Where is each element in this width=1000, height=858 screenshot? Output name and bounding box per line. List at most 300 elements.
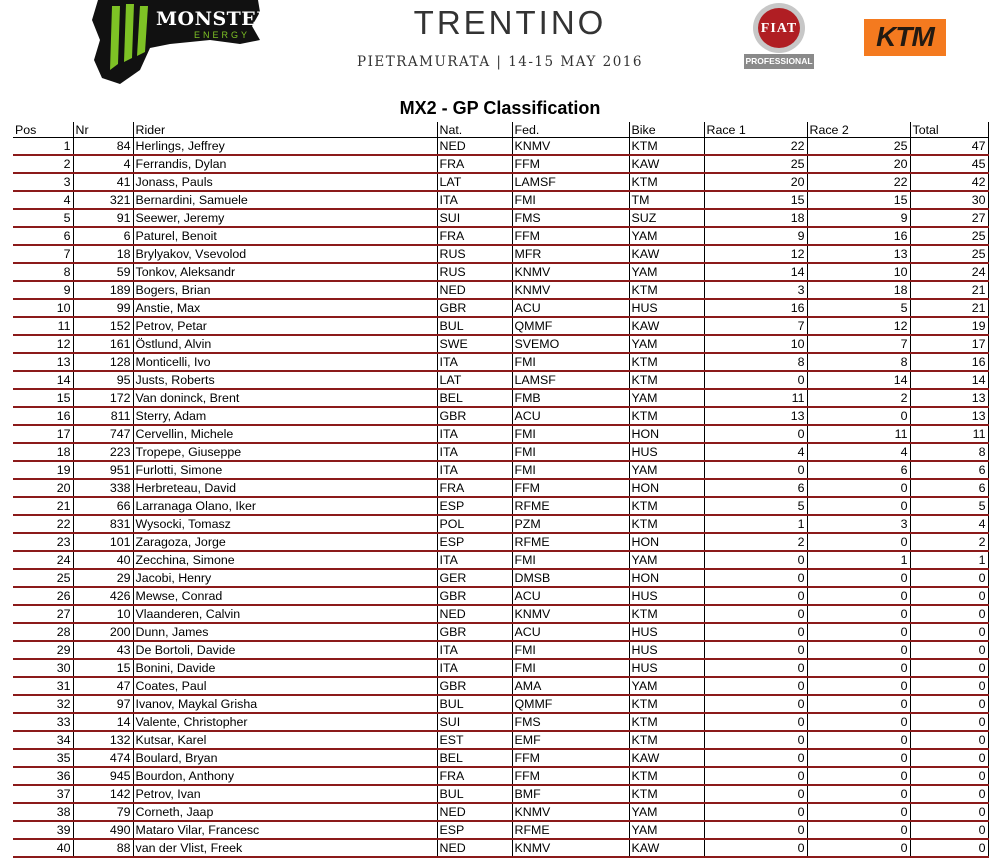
cell-nr: 321: [73, 191, 133, 209]
table-row: [13, 677, 988, 695]
cell-fed: PZM: [512, 515, 629, 533]
cell-rider: Vlaanderen, Calvin: [133, 605, 437, 623]
cell-nr: 128: [73, 353, 133, 371]
cell-race2: 0: [807, 641, 910, 659]
cell-rider: Wysocki, Tomasz: [133, 515, 437, 533]
event-subtitle: PIETRAMURATA | 14-15 MAY 2016: [356, 54, 643, 70]
cell-bike: KAW: [629, 749, 704, 767]
cell-nat: ITA: [437, 461, 512, 479]
cell-nat: LAT: [437, 173, 512, 191]
cell-race1: 0: [704, 641, 807, 659]
cell-race2: 13: [807, 245, 910, 263]
cell-nr: 161: [73, 335, 133, 353]
cell-pos: 7: [13, 245, 73, 263]
cell-race2: 0: [807, 821, 910, 839]
cell-nat: ESP: [437, 497, 512, 515]
cell-fed: ACU: [512, 407, 629, 425]
cell-race1: 2: [704, 533, 807, 551]
cell-race2: 5: [807, 299, 910, 317]
cell-fed: FMI: [512, 425, 629, 443]
cell-race1: 0: [704, 677, 807, 695]
cell-race2: 3: [807, 515, 910, 533]
cell-race1: 0: [704, 371, 807, 389]
cell-pos: 29: [13, 641, 73, 659]
cell-pos: 31: [13, 677, 73, 695]
cell-pos: 35: [13, 749, 73, 767]
cell-bike: KTM: [629, 731, 704, 749]
cell-nr: 84: [73, 138, 133, 156]
cell-nr: 142: [73, 785, 133, 803]
energy-wordmark: ENERGY: [194, 30, 251, 40]
cell-race1: 0: [704, 785, 807, 803]
table-header-row: [13, 122, 988, 138]
cell-pos: 30: [13, 659, 73, 677]
column-header-nat: Nat.: [437, 122, 512, 138]
cell-race2: 25: [807, 138, 910, 156]
cell-rider: Tonkov, Aleksandr: [133, 263, 437, 281]
cell-total: 6: [910, 479, 988, 497]
cell-nat: SUI: [437, 713, 512, 731]
cell-race1: 0: [704, 803, 807, 821]
cell-race1: 14: [704, 263, 807, 281]
table-row: [13, 317, 988, 335]
cell-pos: 17: [13, 425, 73, 443]
cell-race2: 12: [807, 317, 910, 335]
cell-bike: HON: [629, 569, 704, 587]
cell-race1: 25: [704, 155, 807, 173]
cell-race1: 0: [704, 461, 807, 479]
cell-total: 4: [910, 515, 988, 533]
cell-race1: 0: [704, 587, 807, 605]
cell-pos: 38: [13, 803, 73, 821]
cell-fed: LAMSF: [512, 173, 629, 191]
cell-pos: 32: [13, 695, 73, 713]
cell-total: 0: [910, 641, 988, 659]
cell-rider: Furlotti, Simone: [133, 461, 437, 479]
cell-total: 45: [910, 155, 988, 173]
table-row: [13, 371, 988, 389]
cell-rider: Ferrandis, Dylan: [133, 155, 437, 173]
cell-rider: Sterry, Adam: [133, 407, 437, 425]
cell-race2: 0: [807, 587, 910, 605]
cell-nat: ITA: [437, 353, 512, 371]
cell-rider: Bernardini, Samuele: [133, 191, 437, 209]
cell-nat: NED: [437, 605, 512, 623]
table-row: [13, 767, 988, 785]
cell-rider: Larranaga Olano, Iker: [133, 497, 437, 515]
table-row: [13, 821, 988, 839]
table-row: [13, 785, 988, 803]
page-title: MX2 - GP Classification: [399, 98, 601, 118]
cell-fed: ACU: [512, 587, 629, 605]
cell-bike: YAM: [629, 803, 704, 821]
cell-fed: FFM: [512, 155, 629, 173]
cell-nr: 747: [73, 425, 133, 443]
cell-fed: FFM: [512, 767, 629, 785]
cell-race1: 11: [704, 389, 807, 407]
cell-total: 0: [910, 605, 988, 623]
cell-nat: BEL: [437, 749, 512, 767]
cell-race1: 0: [704, 695, 807, 713]
cell-race2: 9: [807, 209, 910, 227]
cell-race1: 0: [704, 605, 807, 623]
cell-nat: EST: [437, 731, 512, 749]
cell-nat: SWE: [437, 335, 512, 353]
cell-rider: Bogers, Brian: [133, 281, 437, 299]
cell-race1: 0: [704, 569, 807, 587]
cell-nat: NED: [437, 839, 512, 857]
cell-pos: 22: [13, 515, 73, 533]
cell-total: 13: [910, 407, 988, 425]
cell-race1: 16: [704, 299, 807, 317]
cell-fed: KNMV: [512, 803, 629, 821]
cell-fed: KNMV: [512, 839, 629, 857]
cell-pos: 36: [13, 767, 73, 785]
cell-pos: 14: [13, 371, 73, 389]
table-row: [13, 191, 988, 209]
cell-rider: Van doninck, Brent: [133, 389, 437, 407]
cell-race2: 0: [807, 659, 910, 677]
cell-total: 0: [910, 677, 988, 695]
cell-race2: 0: [807, 479, 910, 497]
table-row: [13, 155, 988, 173]
cell-race1: 0: [704, 551, 807, 569]
cell-pos: 12: [13, 335, 73, 353]
cell-race2: 0: [807, 695, 910, 713]
cell-nr: 811: [73, 407, 133, 425]
cell-bike: KAW: [629, 245, 704, 263]
cell-pos: 6: [13, 227, 73, 245]
cell-race1: 0: [704, 749, 807, 767]
cell-fed: KNMV: [512, 605, 629, 623]
cell-pos: 18: [13, 443, 73, 461]
table-row: [13, 281, 988, 299]
cell-pos: 15: [13, 389, 73, 407]
cell-race2: 1: [807, 551, 910, 569]
cell-race1: 15: [704, 191, 807, 209]
cell-nr: 831: [73, 515, 133, 533]
cell-pos: 16: [13, 407, 73, 425]
cell-total: 19: [910, 317, 988, 335]
ktm-wordmark: KTM: [876, 21, 934, 52]
cell-pos: 21: [13, 497, 73, 515]
ktm-logo: [864, 19, 946, 56]
table-row: [13, 407, 988, 425]
cell-race2: 16: [807, 227, 910, 245]
cell-race2: 0: [807, 785, 910, 803]
cell-nr: 88: [73, 839, 133, 857]
cell-rider: Corneth, Jaap: [133, 803, 437, 821]
cell-race2: 0: [807, 767, 910, 785]
cell-nat: FRA: [437, 479, 512, 497]
professional-label: PROFESSIONAL: [744, 54, 814, 69]
cell-fed: DMSB: [512, 569, 629, 587]
cell-nr: 172: [73, 389, 133, 407]
cell-pos: 8: [13, 263, 73, 281]
column-header-bike: Bike: [629, 122, 704, 138]
cell-bike: YAM: [629, 677, 704, 695]
cell-race2: 0: [807, 605, 910, 623]
cell-race1: 0: [704, 713, 807, 731]
cell-race1: 20: [704, 173, 807, 191]
cell-nat: SUI: [437, 209, 512, 227]
cell-nr: 10: [73, 605, 133, 623]
cell-race2: 14: [807, 371, 910, 389]
cell-nat: GBR: [437, 587, 512, 605]
table-row: [13, 479, 988, 497]
cell-rider: Zecchina, Simone: [133, 551, 437, 569]
cell-nr: 91: [73, 209, 133, 227]
cell-race1: 6: [704, 479, 807, 497]
cell-bike: KAW: [629, 317, 704, 335]
cell-bike: HUS: [629, 299, 704, 317]
cell-nr: 18: [73, 245, 133, 263]
cell-nat: BEL: [437, 389, 512, 407]
fiat-professional-logo: [742, 2, 816, 70]
table-row: [13, 551, 988, 569]
table-row: [13, 713, 988, 731]
cell-bike: YAM: [629, 263, 704, 281]
cell-bike: YAM: [629, 551, 704, 569]
cell-nat: GBR: [437, 623, 512, 641]
cell-bike: KTM: [629, 371, 704, 389]
table-row: [13, 443, 988, 461]
table-row: [13, 749, 988, 767]
cell-race1: 5: [704, 497, 807, 515]
cell-total: 2: [910, 533, 988, 551]
cell-total: 0: [910, 749, 988, 767]
cell-rider: Jonass, Pauls: [133, 173, 437, 191]
cell-total: 25: [910, 245, 988, 263]
cell-bike: KTM: [629, 497, 704, 515]
cell-total: 24: [910, 263, 988, 281]
header: [0, 0, 1000, 92]
cell-rider: Cervellin, Michele: [133, 425, 437, 443]
cell-rider: van der Vlist, Freek: [133, 839, 437, 857]
cell-nat: RUS: [437, 245, 512, 263]
cell-total: 13: [910, 389, 988, 407]
cell-rider: De Bortoli, Davide: [133, 641, 437, 659]
cell-total: 0: [910, 785, 988, 803]
monster-wordmark: MONSTER: [156, 8, 273, 30]
cell-bike: KTM: [629, 713, 704, 731]
cell-fed: FFM: [512, 479, 629, 497]
cell-bike: TM: [629, 191, 704, 209]
cell-race2: 0: [807, 533, 910, 551]
cell-nr: 426: [73, 587, 133, 605]
cell-rider: Herbreteau, David: [133, 479, 437, 497]
cell-race1: 1: [704, 515, 807, 533]
cell-nat: ITA: [437, 191, 512, 209]
cell-nr: 189: [73, 281, 133, 299]
cell-bike: YAM: [629, 227, 704, 245]
cell-total: 1: [910, 551, 988, 569]
cell-pos: 9: [13, 281, 73, 299]
cell-bike: YAM: [629, 389, 704, 407]
cell-pos: 28: [13, 623, 73, 641]
cell-fed: KNMV: [512, 138, 629, 156]
cell-pos: 33: [13, 713, 73, 731]
cell-race1: 4: [704, 443, 807, 461]
cell-nr: 200: [73, 623, 133, 641]
cell-pos: 26: [13, 587, 73, 605]
cell-bike: YAM: [629, 461, 704, 479]
cell-bike: KTM: [629, 353, 704, 371]
cell-pos: 2: [13, 155, 73, 173]
cell-nat: RUS: [437, 263, 512, 281]
cell-nat: ITA: [437, 659, 512, 677]
cell-rider: Brylyakov, Vsevolod: [133, 245, 437, 263]
cell-fed: KNMV: [512, 263, 629, 281]
cell-total: 11: [910, 425, 988, 443]
cell-total: 47: [910, 138, 988, 156]
cell-nat: FRA: [437, 227, 512, 245]
table-row: [13, 335, 988, 353]
cell-rider: Seewer, Jeremy: [133, 209, 437, 227]
table-row: [13, 173, 988, 191]
event-title: TRENTINO: [413, 4, 607, 41]
cell-nr: 6: [73, 227, 133, 245]
classification-table: [13, 122, 989, 858]
cell-fed: FMI: [512, 551, 629, 569]
cell-nat: NED: [437, 803, 512, 821]
cell-bike: HON: [629, 425, 704, 443]
cell-nat: GER: [437, 569, 512, 587]
cell-rider: Valente, Christopher: [133, 713, 437, 731]
cell-nat: ITA: [437, 425, 512, 443]
cell-bike: HUS: [629, 641, 704, 659]
table-row: [13, 569, 988, 587]
table-row: [13, 587, 988, 605]
cell-race2: 10: [807, 263, 910, 281]
cell-race2: 20: [807, 155, 910, 173]
table-row: [13, 263, 988, 281]
cell-fed: KNMV: [512, 281, 629, 299]
table-row: [13, 227, 988, 245]
column-header-pos: Pos: [13, 122, 73, 138]
cell-total: 14: [910, 371, 988, 389]
cell-race2: 2: [807, 389, 910, 407]
cell-race2: 4: [807, 443, 910, 461]
cell-fed: FFM: [512, 749, 629, 767]
cell-fed: FMI: [512, 191, 629, 209]
cell-race1: 0: [704, 659, 807, 677]
column-header-rider: Rider: [133, 122, 437, 138]
cell-nr: 43: [73, 641, 133, 659]
cell-rider: Ivanov, Maykal Grisha: [133, 695, 437, 713]
cell-fed: FMI: [512, 461, 629, 479]
table-row: [13, 515, 988, 533]
cell-nr: 40: [73, 551, 133, 569]
cell-fed: SVEMO: [512, 335, 629, 353]
column-header-fed: Fed.: [512, 122, 629, 138]
cell-total: 0: [910, 803, 988, 821]
cell-fed: ACU: [512, 299, 629, 317]
cell-fed: FMI: [512, 659, 629, 677]
cell-total: 0: [910, 623, 988, 641]
cell-race1: 0: [704, 623, 807, 641]
cell-nat: GBR: [437, 677, 512, 695]
cell-nat: ESP: [437, 821, 512, 839]
cell-bike: HON: [629, 533, 704, 551]
cell-race1: 10: [704, 335, 807, 353]
table-row: [13, 461, 988, 479]
cell-nat: BUL: [437, 695, 512, 713]
cell-pos: 13: [13, 353, 73, 371]
cell-nr: 152: [73, 317, 133, 335]
cell-pos: 34: [13, 731, 73, 749]
cell-fed: FMS: [512, 209, 629, 227]
cell-rider: Anstie, Max: [133, 299, 437, 317]
cell-nr: 41: [73, 173, 133, 191]
cell-bike: YAM: [629, 335, 704, 353]
cell-nr: 99: [73, 299, 133, 317]
cell-nr: 47: [73, 677, 133, 695]
cell-rider: Mewse, Conrad: [133, 587, 437, 605]
cell-race2: 8: [807, 353, 910, 371]
cell-nat: GBR: [437, 299, 512, 317]
cell-nat: ITA: [437, 443, 512, 461]
cell-bike: HUS: [629, 623, 704, 641]
cell-race2: 0: [807, 713, 910, 731]
cell-rider: Bonini, Davide: [133, 659, 437, 677]
cell-total: 0: [910, 839, 988, 857]
table-row: [13, 299, 988, 317]
column-header-race2: Race 2: [807, 122, 910, 138]
cell-total: 0: [910, 569, 988, 587]
cell-fed: EMF: [512, 731, 629, 749]
cell-race2: 0: [807, 839, 910, 857]
table-row: [13, 389, 988, 407]
cell-race2: 0: [807, 569, 910, 587]
cell-total: 0: [910, 821, 988, 839]
cell-nat: ESP: [437, 533, 512, 551]
cell-fed: MFR: [512, 245, 629, 263]
cell-total: 0: [910, 767, 988, 785]
cell-total: 21: [910, 281, 988, 299]
cell-fed: FMI: [512, 641, 629, 659]
cell-nr: 66: [73, 497, 133, 515]
cell-nat: ITA: [437, 551, 512, 569]
cell-total: 0: [910, 659, 988, 677]
cell-nat: FRA: [437, 155, 512, 173]
cell-fed: FMB: [512, 389, 629, 407]
cell-nr: 945: [73, 767, 133, 785]
cell-rider: Zaragoza, Jorge: [133, 533, 437, 551]
cell-race2: 6: [807, 461, 910, 479]
cell-fed: FFM: [512, 227, 629, 245]
cell-nat: LAT: [437, 371, 512, 389]
cell-race2: 0: [807, 407, 910, 425]
cell-pos: 24: [13, 551, 73, 569]
table-row: [13, 695, 988, 713]
cell-race1: 0: [704, 839, 807, 857]
cell-bike: KTM: [629, 785, 704, 803]
cell-race2: 22: [807, 173, 910, 191]
cell-fed: QMMF: [512, 317, 629, 335]
table-row: [13, 209, 988, 227]
cell-rider: Jacobi, Henry: [133, 569, 437, 587]
cell-rider: Mataro Vilar, Francesc: [133, 821, 437, 839]
cell-fed: FMS: [512, 713, 629, 731]
table-row: [13, 659, 988, 677]
cell-race1: 13: [704, 407, 807, 425]
table-body: [13, 138, 988, 858]
cell-fed: QMMF: [512, 695, 629, 713]
cell-fed: RFME: [512, 821, 629, 839]
cell-rider: Kutsar, Karel: [133, 731, 437, 749]
cell-race1: 9: [704, 227, 807, 245]
